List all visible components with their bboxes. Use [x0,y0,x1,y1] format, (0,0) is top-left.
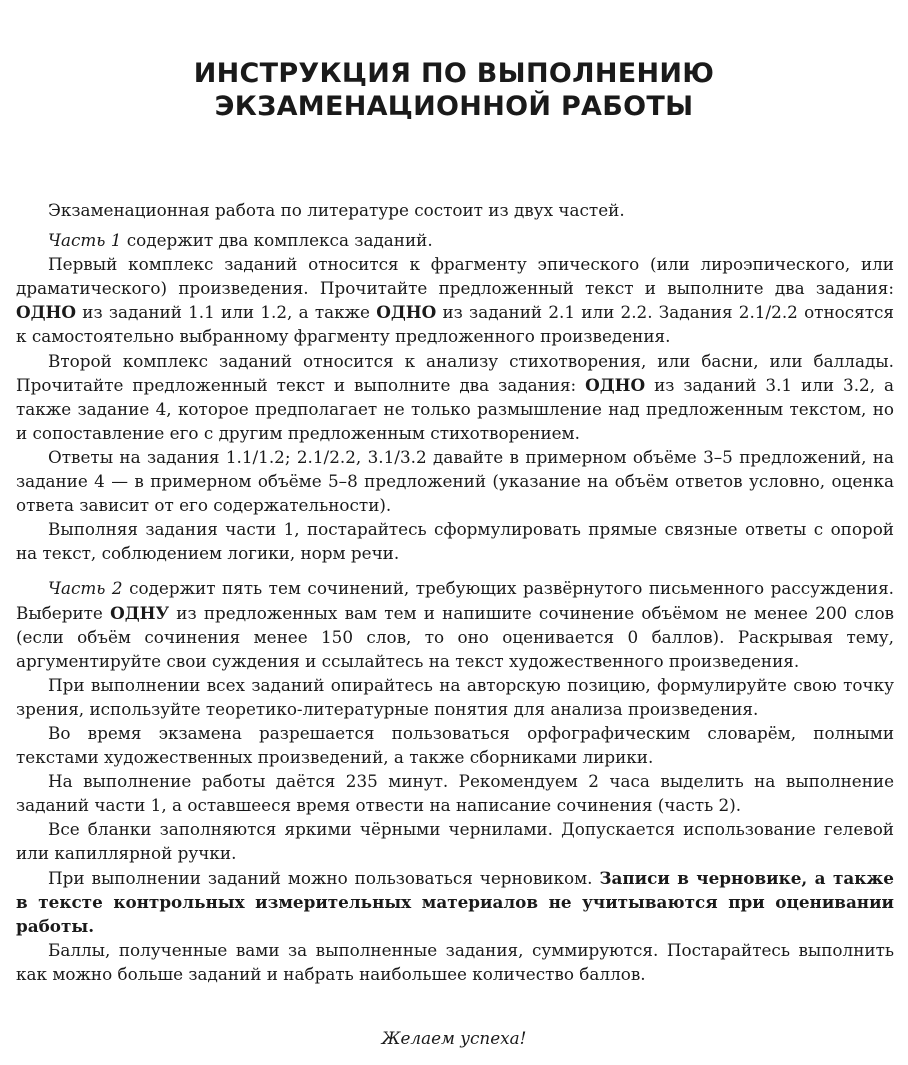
bold-emphasis: Записи в черновике, а также в тексте контрольных измерительных материалов не учитываются при оценивании работы. [16,867,894,936]
bold-emphasis: ОДНО [16,302,77,323]
part2-paragraph [16,576,894,672]
text-segment: Второй комплекс заданий относится к анализу стихотворения, или басни, или баллады. Прочитайте предложенный текст и выполните два задания: [16,350,894,395]
part1-advice-paragraph: Выполняя задания части 1, постарайтесь сформулировать прямые связные ответы с опорой на текст, соблюдением логики, норм речи. [16,519,894,564]
author-position-paragraph: При выполнении всех заданий опирайтесь на авторскую позицию, формулируйте свою точку зрения, используйте теоретико-литературные понятия для анализа произведения. [16,674,894,719]
text-segment: из заданий 3.1 или 3.2, а также задание 4, которое предполагает не только размышление над предложенным текстом, но и сопоставление его с другим предложенным стихотворением. [16,374,894,443]
closing-wish: Желаем успеха! [381,1028,527,1048]
answers-paragraph: Ответы на задания 1.1/1.2; 2.1/2.2, 3.1/3.2 давайте в примерном объёме 3–5 предложений, на задание 4 — в примерном объёме 5–8 предложений (указание на объём ответов условно, оценка ответа зависит от его содержательности). [16,446,894,516]
second-complex-paragraph [16,349,894,445]
title-line-2: ЭКЗАМЕНАЦИОННОЙ РАБОТЫ [214,91,694,122]
part2-label: Часть 2 [48,578,123,599]
instruction-body [16,198,894,986]
time-paragraph: На выполнение работы даётся 235 минут. Рекомендуем 2 часа выделить на выполнение заданий части 1, а оставшееся время отвести на написание сочинения (часть 2). [16,771,894,816]
text-segment: содержит пять тем сочинений, требующих развёрнутого письменного рассуждения. Выберите [16,578,894,623]
text-segment: из заданий 2.1 или 2.2. Задания 2.1/2.2 относятся к самостоятельно выбранному фрагменту предложенного произведения. [16,302,894,347]
text-segment: из предложенных вам тем и напишите сочинение объёмом не менее 200 слов (если объём сочинения менее 150 слов, то оно оценивается 0 баллов). Раскрывая тему, аргументируйте свои суждения и ссылайтесь на текст художественного произведения. [16,602,894,671]
dictionaries-paragraph: Во время экзамена разрешается пользоваться орфографическим словарём, полными текстами художественных произведений, а также сборниками лирики. [16,722,894,768]
bold-emphasis: ОДНО [376,302,437,323]
part1-text: содержит два комплекса заданий. [121,230,433,251]
ink-paragraph: Все бланки заполняются яркими чёрными чернилами. Допускается использование гелевой или капиллярной ручки. [16,819,894,864]
points-paragraph: Баллы, полученные вами за выполненные задания, суммируются. Постарайтесь выполнить как можно больше заданий и набрать наибольшее количество баллов. [16,939,894,984]
bold-emphasis: ОДНО [585,374,646,395]
first-complex-paragraph [16,252,894,348]
page-title [0,57,908,123]
intro-paragraph: Экзаменационная работа по литературе состоит из двух частей. [48,200,625,220]
text-segment: При выполнении заданий можно пользоваться черновиком. [48,867,600,888]
bold-emphasis: ОДНУ [110,602,170,623]
text-segment: из заданий 1.1 или 1.2, а также [76,302,377,323]
part1-label: Часть 1 [48,230,122,251]
draft-paragraph [16,866,894,938]
part1-paragraph [16,228,894,252]
text-segment: Первый комплекс заданий относится к фрагменту эпического (или лироэпического, или драматического) произведения. Прочитайте предложенный текст и выполните два задания: [16,254,894,299]
title-line-1: ИНСТРУКЦИЯ ПО ВЫПОЛНЕНИЮ [193,58,715,89]
